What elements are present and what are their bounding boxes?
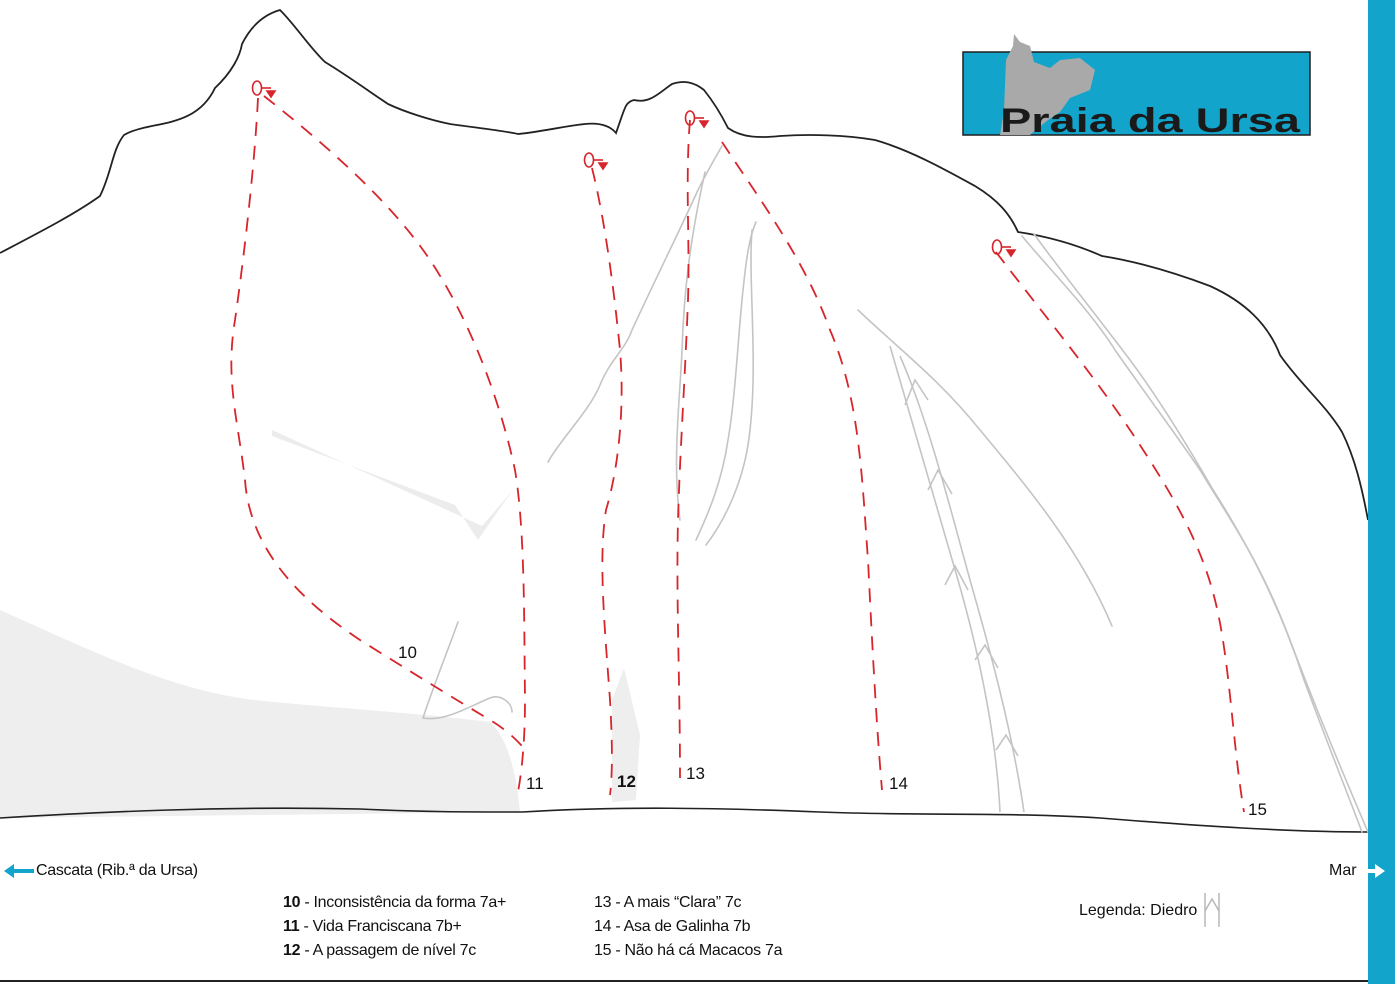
anchor-icon — [253, 81, 276, 97]
legend-item: 10 - Inconsistência da forma 7a+ — [283, 894, 506, 911]
title-badge — [963, 34, 1310, 140]
legend-item: 14 - Asa de Galinha 7b — [594, 918, 751, 935]
route-label-12: 12 — [617, 772, 636, 791]
route-label-14: 14 — [889, 774, 908, 793]
cracks — [423, 146, 1368, 832]
accent-side-bar — [1368, 0, 1395, 984]
anchor-icon — [993, 240, 1016, 256]
legend-item: 12 - A passagem de nível 7c — [283, 942, 476, 959]
anchors — [253, 81, 1016, 256]
route-14-line — [722, 142, 882, 790]
direction-right-label: Mar — [1329, 862, 1357, 879]
routes — [231, 96, 1244, 812]
legend-item: 15 - Não há cá Macacos 7a — [594, 942, 783, 959]
direction-left-label: Cascata (Rib.ª da Ursa) — [36, 862, 198, 879]
legend-key — [1079, 891, 1223, 931]
route-11-line — [264, 96, 525, 792]
legend-item: 11 - Vida Franciscana 7b+ — [283, 918, 462, 935]
ground-shading — [0, 430, 640, 818]
route-label-15: 15 — [1248, 800, 1267, 819]
bottom-rule — [0, 980, 1368, 982]
anchor-icon — [686, 111, 709, 127]
route-13-line — [677, 120, 690, 778]
dihedral-icon — [1201, 891, 1223, 931]
route-label-13: 13 — [686, 764, 705, 783]
route-15-line — [996, 252, 1244, 812]
route-labels — [398, 643, 1267, 819]
direction-right — [1329, 862, 1385, 880]
legend-item: 13 - A mais “Clara” 7c — [594, 894, 742, 911]
direction-left — [4, 862, 198, 880]
arrow-right-icon — [1359, 864, 1385, 878]
route-label-11: 11 — [526, 774, 544, 793]
dihedral-band — [890, 346, 1024, 812]
arrow-left-icon — [4, 864, 34, 878]
legend-key-label: Legenda: Diedro — [1079, 902, 1198, 919]
legend-column-1 — [283, 891, 506, 963]
anchor-icon — [585, 153, 608, 169]
title-text: Praia da Ursa — [1000, 102, 1302, 140]
route-label-10: 10 — [398, 643, 417, 662]
legend-column-2 — [594, 891, 782, 963]
